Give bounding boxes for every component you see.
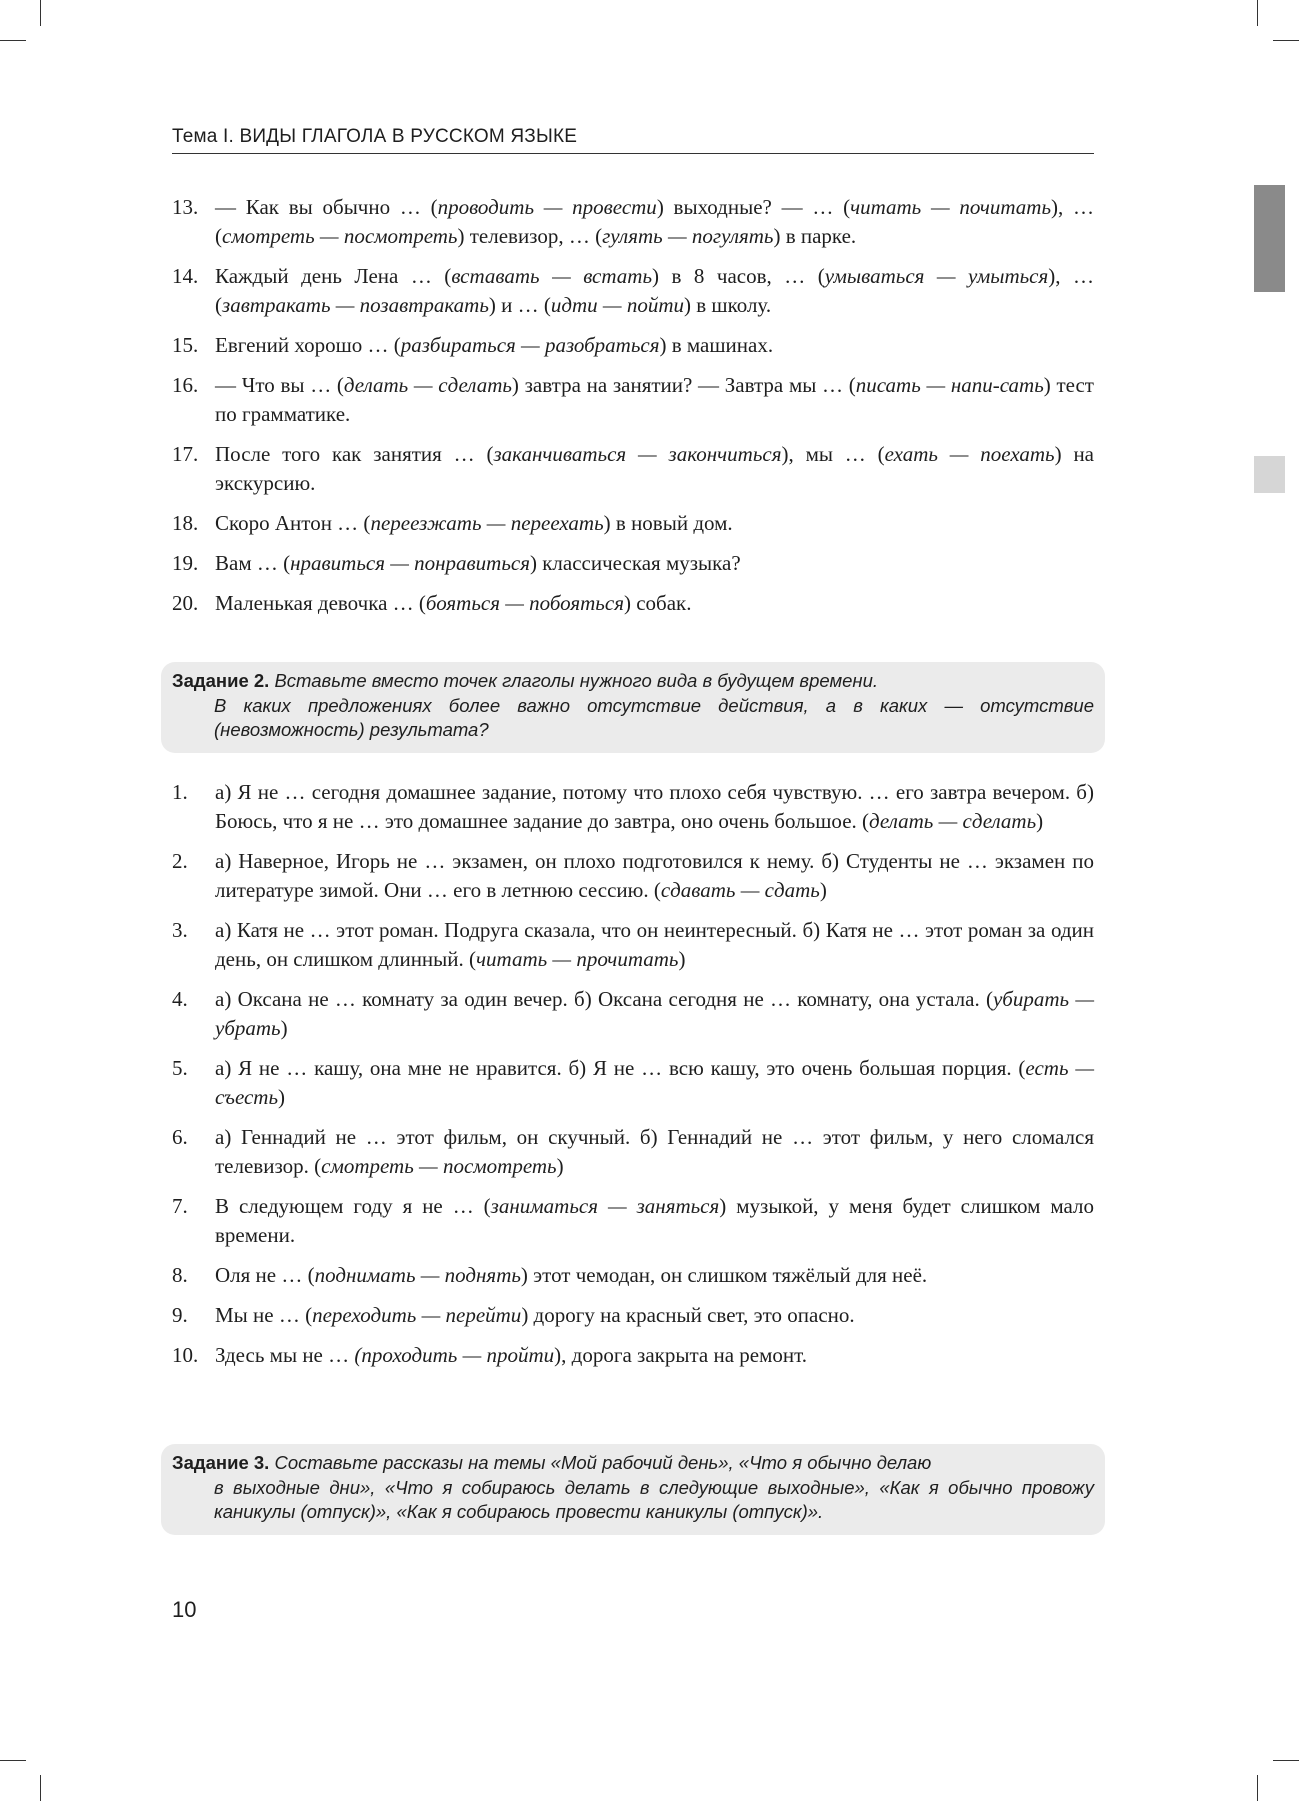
item-number: 17. [172, 442, 199, 466]
sentence-text: ) в новый дом. [603, 511, 733, 535]
item-number: 4. [172, 987, 188, 1011]
item-number: 9. [172, 1303, 188, 1327]
crop-mark [1257, 0, 1258, 26]
item-number: 20. [172, 591, 199, 615]
verb-pair: есть — съесть [215, 1056, 1094, 1109]
verb-pair: разбираться — разобраться [400, 333, 660, 357]
sentence-text: ), … ( [215, 264, 1094, 317]
exercise-item [172, 847, 1094, 905]
item-number: 6. [172, 1125, 188, 1149]
item-text [215, 373, 1094, 426]
verb-pair: умываться — умыться [824, 264, 1049, 288]
item-number: 18. [172, 511, 199, 535]
verb-pair: бояться — побояться [425, 591, 624, 615]
sentence-text: ) этот чемодан, он слишком тяжёлый для неё. [520, 1263, 928, 1287]
task-3-box [161, 1444, 1105, 1535]
verb-pair: делать — сделать [343, 373, 512, 397]
sentence-text: ), мы … ( [781, 442, 885, 466]
task-3-label: Задание 3. [172, 1452, 270, 1473]
verb-pair: завтракать — позавтракать [222, 293, 489, 317]
crop-mark [1273, 40, 1299, 41]
exercise-item [172, 916, 1094, 974]
sentence-text: ), дорога закрыта на ремонт. [554, 1343, 807, 1367]
verb-pair: ехать — поехать [884, 442, 1055, 466]
sentence-text: ), … ( [215, 195, 1095, 248]
sentence-text: а) Геннадий не … этот фильм, он скучный. б) Геннадий не … этот фильм, у него сломался телевизор. ( [215, 1125, 1094, 1178]
sentence-text: ) выходные? — … ( [656, 195, 851, 219]
exercise-item [172, 1301, 1094, 1330]
sentence-text: ) [678, 947, 686, 971]
task-2-label: Задание 2. [172, 670, 270, 691]
task-2-box [161, 662, 1105, 753]
exercise-item [172, 549, 1094, 578]
task-2-instruction-rest: В каких предложениях более важно отсутствие действия, а в каких — отсутствие (невозможность) результата? [214, 694, 1094, 740]
verb-pair: проводить — провести [437, 195, 657, 219]
item-number: 10. [172, 1343, 199, 1367]
item-number: 15. [172, 333, 199, 357]
item-text [215, 264, 1094, 317]
item-text [215, 1125, 1094, 1178]
task-2-instruction-first: Вставьте вместо точек глаголы нужного вида в будущем времени. [274, 670, 879, 691]
item-number: 8. [172, 1263, 188, 1287]
sentence-text: ) классическая музыка? [529, 551, 741, 575]
sentence-text: Оля не … ( [215, 1263, 315, 1287]
verb-pair: вставать — встать [451, 264, 653, 288]
exercise-item [172, 1341, 1094, 1370]
verb-pair: смотреть — посмотреть [222, 224, 458, 248]
verb-pair: писать — напи-сать [855, 373, 1044, 397]
item-text [215, 780, 1094, 833]
task-3-instruction-first: Составьте рассказы на темы «Мой рабочий день», «Что я обычно делаю [274, 1452, 932, 1473]
sentence-text: ) музыкой, у меня будет слишком мало времени. [215, 1194, 1094, 1247]
verb-pair: поднимать — поднять [314, 1263, 521, 1287]
verb-pair: идти — пойти [550, 293, 685, 317]
item-number: 16. [172, 373, 199, 397]
exercise-item [172, 193, 1094, 251]
exercise-item [172, 1054, 1094, 1112]
item-text [215, 551, 741, 575]
exercise-item [172, 509, 1094, 538]
item-text [215, 511, 733, 535]
sentence-text: ) дорогу на красный свет, это опасно. [521, 1303, 855, 1327]
sentence-text: Евгений хорошо … ( [215, 333, 401, 357]
sentence-text: Мы не … ( [215, 1303, 313, 1327]
item-number: 14. [172, 264, 199, 288]
item-text [215, 591, 691, 615]
verb-pair: убирать — убрать [215, 987, 1094, 1040]
exercise-1-list [172, 193, 1094, 629]
crop-mark [0, 40, 26, 41]
item-text [215, 1056, 1094, 1109]
sentence-text: ) [280, 1016, 288, 1040]
sentence-text: ) собак. [623, 591, 692, 615]
exercise-item [172, 1261, 1094, 1290]
item-number: 1. [172, 780, 188, 804]
exercise-item [172, 371, 1094, 429]
sentence-text: — Что вы … ( [215, 373, 344, 397]
page-number: 10 [172, 1597, 197, 1622]
sentence-text: а) Катя не … этот роман. Подруга сказала, что он неинтересный. б) Катя не … этот роман за один день, он слишком длинный. ( [215, 918, 1094, 971]
running-head: Тема I. ВИДЫ ГЛАГОЛА В РУССКОМ ЯЗЫКЕ [172, 126, 1094, 154]
sentence-text: ) завтра на занятии? — Завтра мы … ( [511, 373, 856, 397]
item-text [215, 333, 773, 357]
sentence-text: ) тест по грамматике. [215, 373, 1094, 426]
sentence-text: Скоро Антон … ( [215, 511, 371, 535]
exercise-item [172, 331, 1094, 360]
task-3-instruction-rest: в выходные дни», «Что я собираюсь делать в следующие выходные», «Как я обычно провожу каникулы (отпуск)», «Как я собираюсь провести каникулы (отпуск)». [214, 1476, 1094, 1522]
exercise-item [172, 1123, 1094, 1181]
exercise-item [172, 985, 1094, 1043]
item-number: 13. [172, 195, 199, 219]
verb-pair: делать — сделать [869, 809, 1037, 833]
sentence-text: ) в 8 часов, … ( [652, 264, 825, 288]
verb-pair: сдавать — сдать [660, 878, 820, 902]
sentence-text: Здесь мы не … [215, 1343, 355, 1367]
verb-pair: переходить — перейти [312, 1303, 522, 1327]
sentence-text: а) Я не … кашу, она мне не нравится. б) Я не … всю кашу, это очень большая порция. ( [215, 1056, 1026, 1080]
sentence-text: ) в машинах. [659, 333, 774, 357]
sentence-text: ) [819, 878, 827, 902]
item-number: 5. [172, 1056, 188, 1080]
sentence-text: ) в парке. [773, 224, 857, 248]
crop-mark [1273, 1760, 1299, 1761]
chapter-thumb-tab [1254, 456, 1285, 493]
sentence-text: ) на экскурсию. [215, 442, 1094, 495]
crop-mark [0, 1760, 26, 1761]
sentence-text: ) [556, 1154, 564, 1178]
sentence-text: Вам … ( [215, 551, 291, 575]
sentence-text: а) Наверное, Игорь не … экзамен, он плохо подготовился к нему. б) Студенты не … экзамен по литературе зимой. Они … его в летнюю сессию. ( [215, 849, 1094, 902]
crop-mark [1257, 1775, 1258, 1801]
exercise-item [172, 1192, 1094, 1250]
sentence-text: ) телевизор, … ( [457, 224, 603, 248]
crop-mark [40, 1775, 41, 1801]
verb-pair: заканчиваться — закончиться [493, 442, 782, 466]
sentence-text: а) Оксана не … комнату за один вечер. б) Оксана сегодня не … комнату, она устала. ( [215, 987, 993, 1011]
sentence-text: Маленькая девочка … ( [215, 591, 426, 615]
sentence-text: ) [1036, 809, 1044, 833]
sentence-text: Каждый день Лена … ( [215, 264, 452, 288]
item-text [215, 1263, 927, 1287]
chapter-thumb-tab-active [1254, 185, 1285, 292]
exercise-2-list [172, 778, 1094, 1381]
sentence-text: После того как занятия … ( [215, 442, 494, 466]
verb-pair: гулять — погулять [602, 224, 774, 248]
item-text [215, 442, 1094, 495]
sentence-text: В следующем году я не … ( [215, 1194, 491, 1218]
item-number: 3. [172, 918, 188, 942]
item-text [215, 849, 1094, 902]
exercise-item [172, 440, 1094, 498]
exercise-item [172, 778, 1094, 836]
exercise-item [172, 262, 1094, 320]
item-text [215, 1194, 1094, 1247]
sentence-text: а) Я не … сегодня домашнее задание, потому что плохо себя чувствую. … его завтра вечером. б) Боюсь, что я не … это домашнее задание до завтра, оно очень большое. ( [215, 780, 1094, 833]
item-text [215, 195, 1094, 248]
exercise-item [172, 589, 1094, 618]
verb-pair: заниматься — заняться [490, 1194, 720, 1218]
item-text [215, 1343, 807, 1367]
verb-pair: смотреть — посмотреть [321, 1154, 557, 1178]
sentence-text: ) в школу. [684, 293, 772, 317]
item-text [215, 987, 1094, 1040]
verb-pair: нравиться — понравиться [290, 551, 530, 575]
sentence-text: — Как вы обычно … ( [215, 195, 438, 219]
verb-pair: читать — почитать [850, 195, 1052, 219]
crop-mark [40, 0, 41, 26]
verb-pair: (проходить — пройти [354, 1343, 555, 1367]
item-number: 19. [172, 551, 199, 575]
item-number: 7. [172, 1194, 188, 1218]
sentence-text: ) [278, 1085, 286, 1109]
item-text [215, 918, 1094, 971]
verb-pair: читать — прочитать [476, 947, 679, 971]
item-number: 2. [172, 849, 188, 873]
item-text [215, 1303, 855, 1327]
verb-pair: переезжать — переехать [370, 511, 604, 535]
sentence-text: ) и … ( [488, 293, 551, 317]
